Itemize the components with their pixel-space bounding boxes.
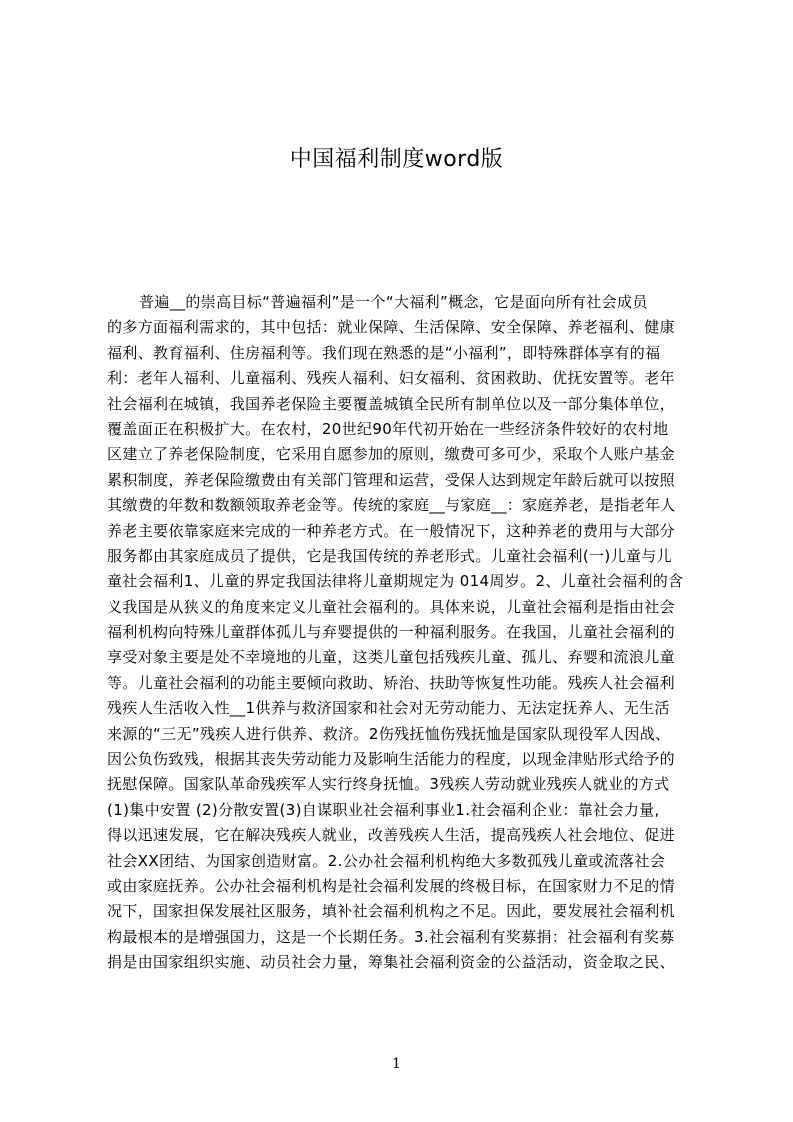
paragraph-line: 其缴费的年数和数额领取养老金等。传统的家庭__与家庭__：家庭养老，是指老年人 bbox=[107, 496, 676, 515]
paragraph-line: 区建立了养老保险制度，它采用自愿参加的原则，缴费可多可少，采取个人账户基金 bbox=[107, 445, 675, 464]
paragraph-line: 义我国是从狭义的角度来定义儿童社会福利的。具体来说，儿童社会福利是指由社会 bbox=[107, 597, 675, 616]
paragraph-line: 抚慰保障。国家队革命残疾军人实行终身抚恤。3残疾人劳动就业残疾人就业的方式 bbox=[107, 775, 670, 794]
paragraph-line: 或由家庭抚养。公办社会福利机构是社会福利发展的终极目标，在国家财力不足的情 bbox=[107, 876, 675, 895]
paragraph-line: 累积制度，养老保险缴费由有关部门管理和运营，受保人达到规定年龄后就可以按照 bbox=[107, 470, 675, 489]
paragraph-line: 福利、教育福利、住房福利等。我们现在熟悉的是“小福利”，即特殊群体享有的福 bbox=[107, 343, 661, 362]
body-paragraph bbox=[107, 290, 699, 976]
paragraph-line: (1)集中安置 (2)分散安置(3)自谋职业社会福利事业1.社会福利企业：靠社会力量, bbox=[107, 800, 660, 819]
paragraph-line: 构最根本的是增强国力，这是一个长期任务。3.社会福利有奖募捐：社会福利有奖募 bbox=[107, 927, 675, 946]
paragraph-line: 普遍__的崇高目标“普遍福利”是一个“大福利”概念，它是面向所有社会成员 bbox=[139, 293, 648, 311]
paragraph-line: 童社会福利1、儿童的界定我国法律将儿童期规定为 014周岁。2、儿童社会福利的含 bbox=[107, 572, 684, 591]
paragraph-line: 服务都由其家庭成员了提供，它是我国传统的养老形式。儿童社会福利(一)儿童与儿 bbox=[107, 546, 673, 565]
paragraph-line: 享受对象主要是处不幸境地的儿童，这类儿童包括残疾儿童、孤儿、弃婴和流浪儿童 bbox=[107, 648, 675, 667]
paragraph-line: 社会福利在城镇，我国养老保险主要覆盖城镇全民所有制单位以及一部分集体单位， bbox=[107, 394, 675, 413]
paragraph-line: 残疾人生活收入性__1供养与救济国家和社会对无劳动能力、无法定抚养人、无生活 bbox=[107, 699, 670, 718]
paragraph-line: 利：老年人福利、儿童福利、残疾人福利、妇女福利、贫困救助、优抚安置等。老年 bbox=[107, 369, 675, 388]
paragraph-line: 况下，国家担保发展社区服务，填补社会福利机构之不足。因此，要发展社会福利机 bbox=[107, 902, 675, 921]
paragraph-line: 捐是由国家组织实施、动员社会力量，筹集社会福利资金的公益活动，资金取之民、 bbox=[107, 953, 675, 972]
paragraph-line: 因公负伤致残，根据其丧失劳动能力及影响生活能力的程度，以现金津贴形式给予的 bbox=[107, 750, 675, 769]
page-number: 1 bbox=[392, 1056, 401, 1072]
paragraph-line: 覆盖面正在积极扩大。在农村，20世纪90年代初开始在一些经济条件较好的农村地 bbox=[107, 419, 669, 438]
document-title: 中国福利制度word版 bbox=[289, 147, 504, 172]
paragraph-line: 等。儿童社会福利的功能主要倾向救助、矫治、扶助等恢复性功能。残疾人社会福利 bbox=[107, 673, 675, 692]
paragraph-line: 的多方面福利需求的，其中包括：就业保障、生活保障、安全保障、养老福利、健康 bbox=[107, 318, 675, 337]
paragraph-line: 来源的“三无”残疾人进行供养、救济。2伤残抚恤伤残抚恤是国家队现役军人因战、 bbox=[107, 724, 671, 743]
paragraph-line: 得以迅速发展，它在解决残疾人就业，改善残疾人生活，提高残疾人社会地位、促进 bbox=[107, 826, 675, 845]
paragraph-line: 养老主要依靠家庭来完成的一种养老方式。在一般情况下，这种养老的费用与大部分 bbox=[107, 521, 675, 540]
paragraph-line: 社会XX团结、为国家创造财富。2.公办社会福利机构绝大多数孤残儿童或流落社会 bbox=[107, 851, 666, 870]
paragraph-line: 福利机构向特殊儿童群体孤儿与弃婴提供的一种福利服务。在我国，儿童社会福利的 bbox=[107, 623, 675, 642]
